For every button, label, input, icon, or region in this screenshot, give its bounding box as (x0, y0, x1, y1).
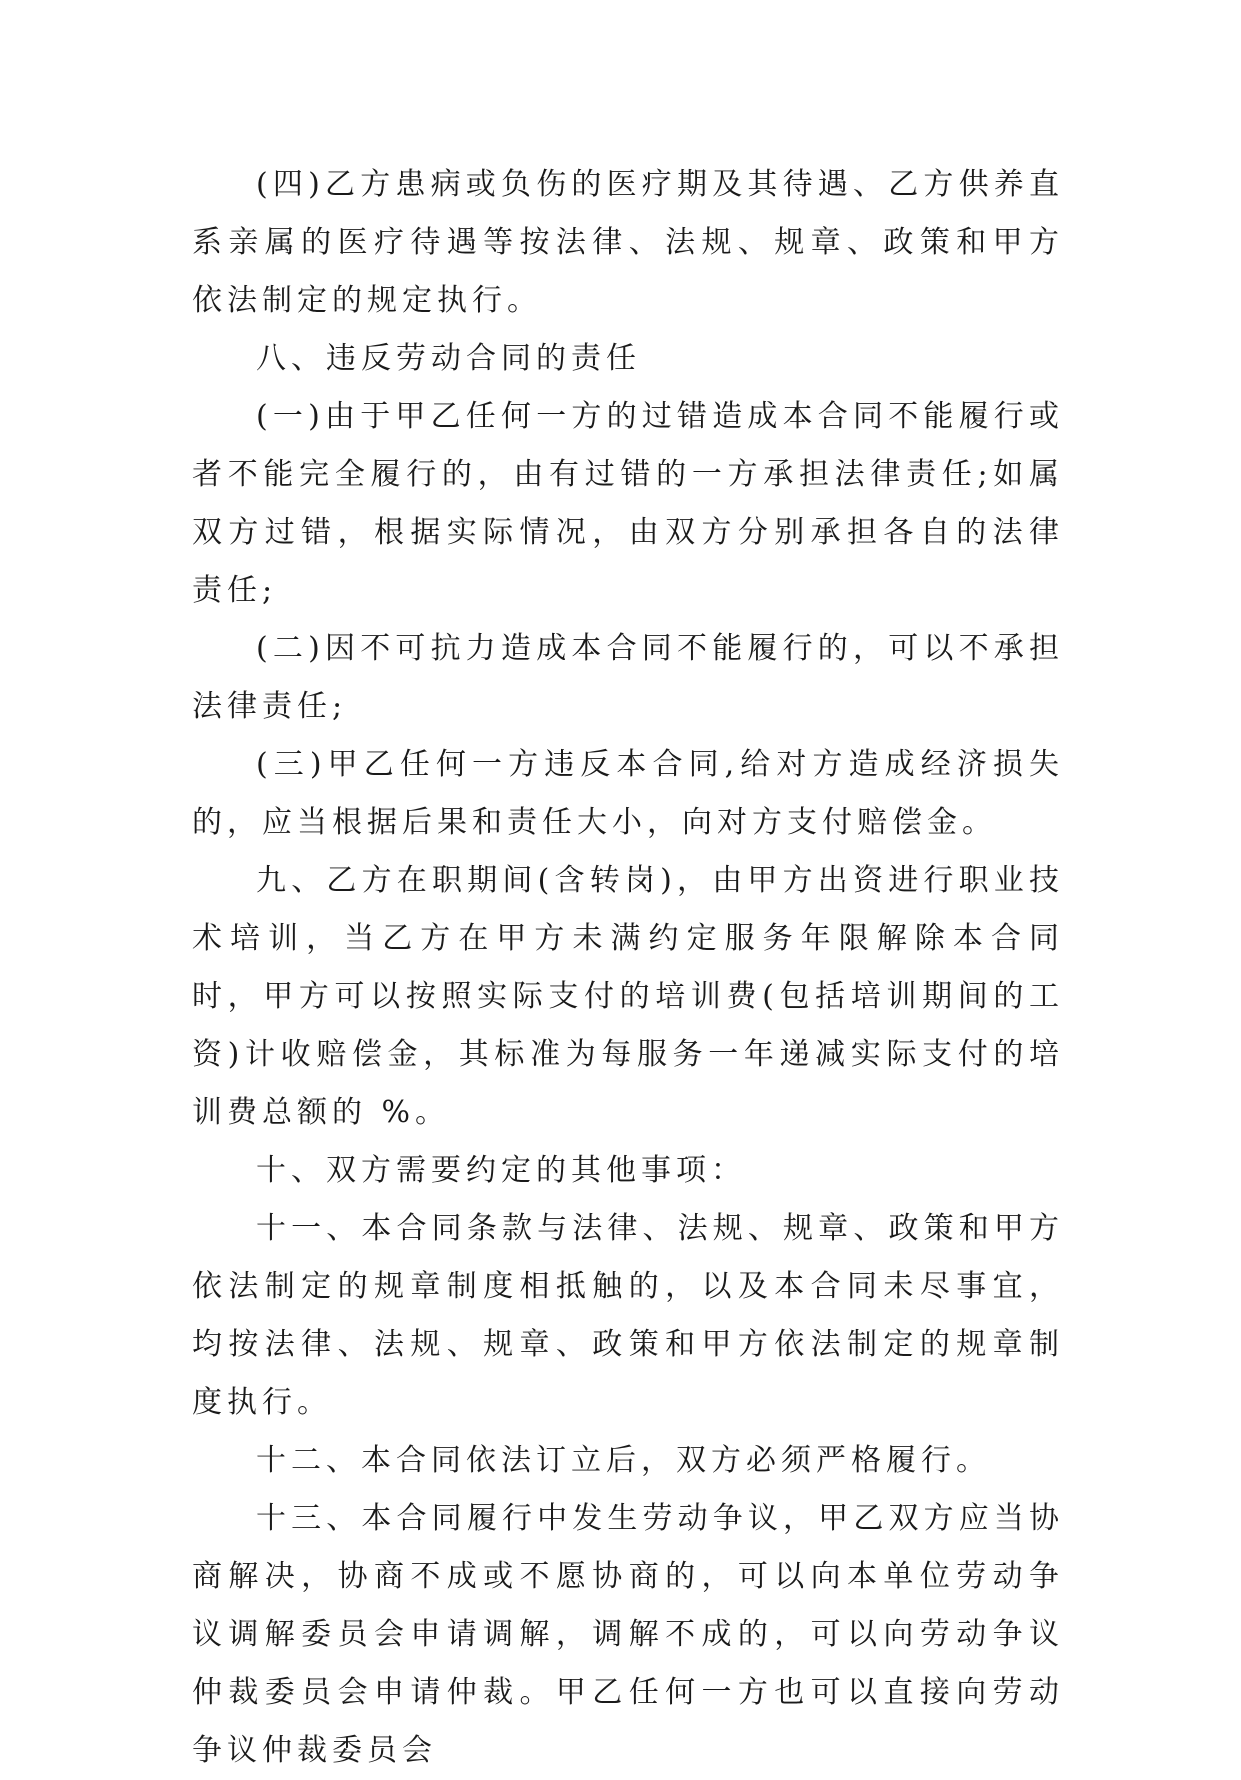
paragraph-fault-liability: (一)由于甲乙任何一方的过错造成本合同不能履行或者不能完全履行的，由有过错的一方承担法律责任;如属双方过错，根据实际情况，由双方分别承担各自的法律责任; (192, 399, 1064, 608)
paragraph-labor-dispute: 十三、本合同履行中发生劳动争议，甲乙双方应当协商解决，协商不成或不愿协商的，可以向本单位劳动争议调解委员会申请调解，调解不成的，可以向劳动争议仲裁委员会申请仲裁。甲乙任何一方也可以直接向劳动争议仲裁委员会 (192, 1501, 1064, 1768)
paragraph-force-majeure: (二)因不可抗力造成本合同不能履行的，可以不承担法律责任; (192, 631, 1064, 724)
paragraph-training-cost: 九、乙方在职期间(含转岗)，由甲方出资进行职业技术培训，当乙方在甲方未满约定服务年限解除本合同时，甲方可以按照实际支付的培训费(包括培训期间的工资)计收赔偿金，其标准为每服务一年递减实际支付的培训费总额的 %。 (192, 863, 1064, 1130)
document-body (192, 156, 1064, 1780)
paragraph-conflicting-terms: 十一、本合同条款与法律、法规、规章、政策和甲方依法制定的规章制度相抵触的，以及本合同未尽事宜，均按法律、法规、规章、政策和甲方依法制定的规章制度执行。 (192, 1211, 1064, 1420)
section-heading-breach-liability: 八、违反劳动合同的责任 (256, 341, 641, 376)
paragraph-strict-performance: 十二、本合同依法订立后，双方必须严格履行。 (256, 1443, 991, 1478)
paragraph-medical-treatment: (四)乙方患病或负伤的医疗期及其待遇、乙方供养直系亲属的医疗待遇等按法律、法规、规章、政策和甲方依法制定的规定执行。 (192, 167, 1064, 318)
paragraph-compensation: (三)甲乙任何一方违反本合同,给对方造成经济损失的，应当根据后果和责任大小，向对方支付赔偿金。 (192, 747, 1064, 840)
paragraph-other-matters: 十、双方需要约定的其他事项： (256, 1153, 746, 1188)
